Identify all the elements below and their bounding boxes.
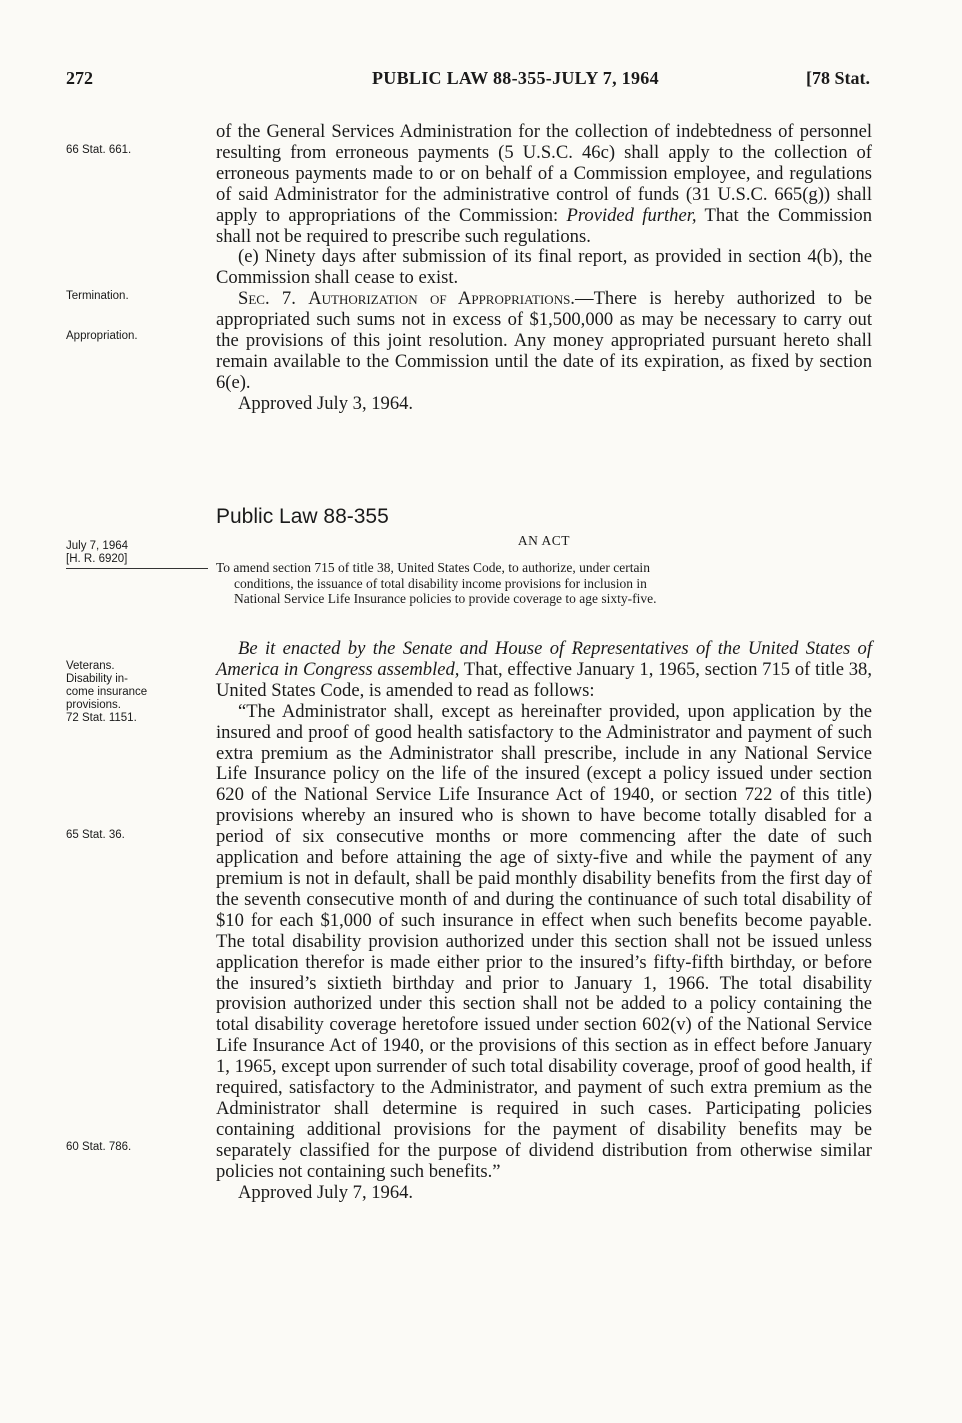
amended-section-text: “The Administrator shall, except as hereinafter provided, upon application by the insured and proof of good health satisfactory to the Administrator and payment of such extra premium as the Administrator shall prescribe, include in any National Service Life Insurance policy on the life of the insured (except a policy issued under section 620 of the National Service Life Insurance Act of 1940, or section 722 of this title) provisions whereby an insured who is shown to have become totally disabled for a period of six consecutive months or more commencing after the date of such application and before attaining the age of sixty-five and while the payment of any premium is not in default, shall be paid monthly disability benefits from the first day of the seventh consecutive month of and during the continuance of such total disability of $10 for each $1,000 of such insurance in effect when such benefits become payable. The total disability provision authorized under this section shall not be issued unless application therefor is made either prior to the insured’s fifty-fifth birthday, or before the insured’s sixtieth birthday and prior to January 1, 1966. The total disability provision authorized under this section shall not be added to a policy containing the total disability coverage heretofore issued under section 602(v) of the National Service Life Insurance Act of 1940, or the provisions of this section as in effect before January 1, 1965, except upon surrender of such total disability coverage, proof of good health, if required, satisfactory to the Administrator, and payment of such extra premium as the Administrator shall determine is required in such cases. Participating policies containing additional provisions for the payment of disability benefits may be separately classified for the purpose of dividend distribution from otherwise similar policies not containing such benefits.” (216, 700, 872, 1182)
section-heading: Authorization of Appropriations. (308, 288, 575, 310)
act-body (216, 639, 872, 1203)
margin-line: 72 Stat. 1151. (66, 712, 137, 724)
margin-note-66-stat: 66 Stat. 661. (66, 144, 132, 156)
act-heading: AN ACT (517, 533, 571, 548)
bill-divider (66, 568, 208, 569)
margin-note-termination: Termination. (66, 290, 129, 302)
bill-number: [H. R. 6920] (66, 553, 128, 565)
margin-line: Disability in- (66, 673, 128, 685)
bill-date: July 7, 1964 (66, 540, 129, 552)
text-run: That the Commission shall not be required to prescribe such regulations. (216, 204, 873, 247)
margin-line: Veterans. (66, 660, 115, 672)
margin-note-appropriation: Appropriation. (66, 330, 138, 342)
paragraph-appropriations (216, 289, 872, 394)
running-title: PUBLIC LAW 88-355-JULY 7, 1964 (372, 68, 659, 88)
purpose-line: conditions, the issuance of total disability income provisions for inclusion in (234, 575, 647, 591)
margin-note-veterans (66, 660, 190, 725)
margin-note-bill (66, 540, 190, 566)
public-law-title: Public Law 88-355 (216, 505, 389, 528)
text-run: —There is hereby authorized to be appropriated such sums not in excess of $1,500,000 as may be necessary to carry out the provisions of this joint resolution. Any money appropriated pursuant hereto shall remain available to the Commission until the date of its expiration, as fixed by section 6(e). (216, 288, 872, 393)
margin-note-65-stat: 65 Stat. 36. (66, 829, 125, 841)
section-label: Sec. 7. (238, 288, 296, 310)
proviso-italic: Provided further, (566, 204, 697, 226)
margin-line: provisions. (66, 699, 121, 711)
margin-note-60-stat: 60 Stat. 786. (66, 1141, 132, 1153)
paragraph-regulations (216, 122, 872, 247)
text-run: of the General Services Administration for the collection of indebtedness of personnel resulting from erroneous payments (5 U.S.C. 46c) shall apply to the collection of erroneous payments made to or on behalf of a Commission employee, and regulations of said Administrator for the administrative control of funds (31 U.S.C. 665(g)) shall apply to appropriations of the Commission: (216, 121, 872, 226)
approved-date-2: Approved July 7, 1964. (238, 1181, 414, 1203)
page-number: 272 (66, 68, 93, 88)
section-continuation (216, 122, 872, 415)
enacting-clause (216, 639, 872, 702)
approved-date-1: Approved July 3, 1964. (238, 392, 414, 414)
text-run: That, effective January 1, 1965, section 715 of title 38, United States Code, is amended to read as follows: (216, 658, 873, 701)
margin-line: come insurance (66, 686, 148, 698)
act-purpose (216, 560, 872, 607)
stat-reference: [78 Stat. (806, 68, 870, 88)
paragraph-termination: (e) Ninety days after submission of its final report, as provided in section 4(b), the Commission shall cease to exist. (216, 246, 872, 289)
enacting-italic: Be it enacted by the Senate and House of Representatives of the United States of America in Congress assembled, (216, 638, 872, 680)
purpose-line: National Service Life Insurance policies to provide coverage to age sixty-five. (234, 591, 657, 606)
purpose-line: To amend section 715 of title 38, United States Code, to authorize, under certain (216, 560, 650, 575)
running-header (66, 68, 870, 94)
